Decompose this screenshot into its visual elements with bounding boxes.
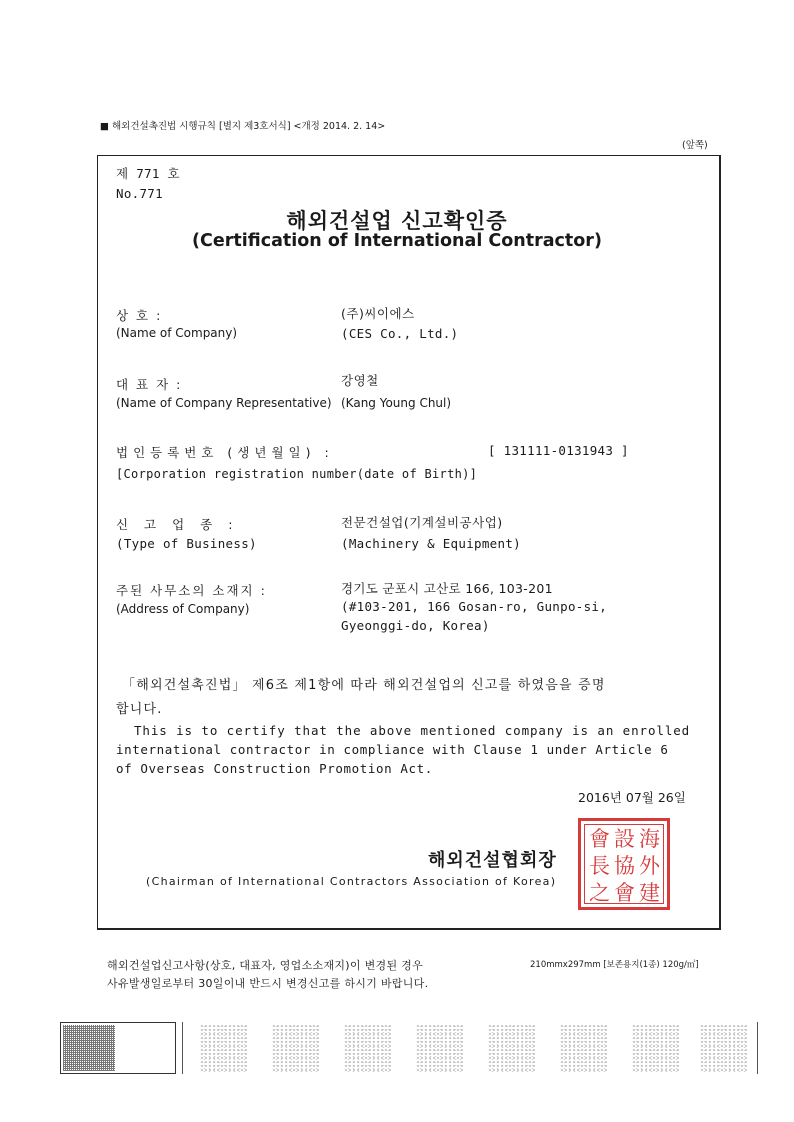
security-pattern-block xyxy=(200,1024,248,1072)
title-ko: 해외건설업 신고확인증 xyxy=(286,209,508,233)
security-pattern-block xyxy=(416,1024,464,1072)
official-seal: 會 設 海 長 協 外 之 會 建 xyxy=(578,818,670,910)
statement-en-line1: This is to certify that the above mentioned company is an enrolled xyxy=(134,723,691,738)
address-label-ko: 주된 사무소의 소재지 : xyxy=(116,583,267,598)
statement-ko-line2: 합니다. xyxy=(116,702,163,717)
footer-notice-line1: 해외건설업신고사항(상호, 대표자, 영업소소재지)이 변경된 경우 xyxy=(107,959,424,972)
address-value-en-line2: Gyeonggi-do, Korea) xyxy=(341,618,490,633)
security-pattern-block xyxy=(272,1024,320,1072)
address-label-en: (Address of Company) xyxy=(116,602,250,616)
statement-en-line2: international contractor in compliance with Clause 1 under Article 6 xyxy=(116,742,669,757)
address-value-ko: 경기도 군포시 고산로 166, 103-201 xyxy=(341,581,553,596)
registration-label-ko: 법인등록번호 (생년월일) : xyxy=(116,445,334,460)
company-value-ko: (주)씨이에스 xyxy=(341,306,415,321)
certificate-number-en: No.771 xyxy=(116,186,163,201)
business-label-en: (Type of Business) xyxy=(116,536,257,551)
address-value-en-line1: (#103-201, 166 Gosan-ro, Gunpo-si, xyxy=(341,599,608,614)
business-value-en: (Machinery & Equipment) xyxy=(341,536,521,551)
security-pattern-block xyxy=(700,1024,748,1072)
registration-number: [ 131111-0131943 ] xyxy=(488,443,629,458)
issuer-name-ko: 해외건설협회장 xyxy=(428,850,557,871)
business-value-ko: 전문건설업(기계설비공사업) xyxy=(341,515,503,530)
page-side-label: (앞쪽) xyxy=(682,140,708,151)
issue-date: 2016년 07월 26일 xyxy=(578,790,686,805)
statement-en-line3: of Overseas Construction Promotion Act. xyxy=(116,761,433,776)
form-reference: ■ 해외건설촉진법 시행규칙 [별지 제3호서식] <개정 2014. 2. 14> xyxy=(100,121,386,132)
statement-ko-line1: 「해외건설촉진법」 제6조 제1항에 따라 해외건설업의 신고를 하였음을 증명 xyxy=(122,678,606,693)
company-value-en: (CES Co., Ltd.) xyxy=(341,326,459,341)
representative-value-en: (Kang Young Chul) xyxy=(341,396,452,410)
paper-specification: 210mmx297mm [보존용지(1종) 120g/㎡] xyxy=(530,960,699,970)
registration-label-en: [Corporation registration number(date of Birth)] xyxy=(116,467,478,481)
company-label-ko: 상 호 : xyxy=(116,308,163,323)
security-pattern-block xyxy=(560,1024,608,1072)
security-box xyxy=(60,1022,176,1074)
representative-label-ko: 대 표 자 : xyxy=(116,377,183,392)
representative-label-en: (Name of Company Representative) xyxy=(116,396,332,410)
title-en: (Certification of International Contractor) xyxy=(192,231,602,251)
security-pattern-block xyxy=(344,1024,392,1072)
representative-value-ko: 강영철 xyxy=(341,373,379,388)
certificate-number-ko: 제 771 호 xyxy=(116,166,180,181)
company-label-en: (Name of Company) xyxy=(116,326,238,340)
security-pattern-block xyxy=(632,1024,680,1072)
issuer-name-en: (Chairman of International Contractors Association of Korea) xyxy=(146,875,557,888)
security-pattern-block xyxy=(488,1024,536,1072)
business-label-ko: 신 고 업 종 : xyxy=(116,517,239,532)
footer-notice-line2: 사유발생일로부터 30일이내 반드시 변경신고를 하시기 바랍니다. xyxy=(107,977,429,990)
